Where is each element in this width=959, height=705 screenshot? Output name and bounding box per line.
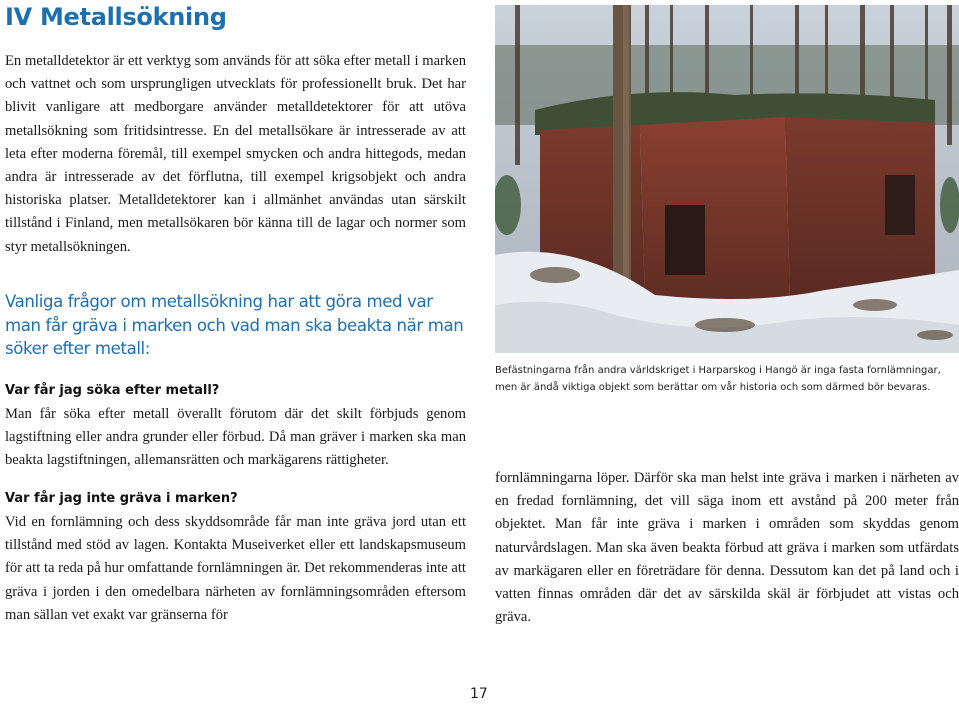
answer-paragraph: Man får söka efter metall överallt förutom där det skilt förbjuds genom lagstiftning eller andra grunder eller förbud. Då man gräver i marken ska man beakta lagstiftningen, allemansrätten och markägarens rättigheter. bbox=[5, 406, 466, 469]
right-column-paragraph: fornlämningarna löper. Därför ska man helst inte gräva i marken i närheten av en fredad fornlämning, det vill säga inom ett avstånd på 200 meter från objektet. Man får inte gräva i marken i områden som skyddas genom naturvårdslagen. Man ska även beakta förbud att gräva i marken som utfärdats av markägaren eller en företrädare för denna. Dessutom kan det på land och i vatten finnas områden där det av särskilda skäl är förbjudet att vistas och gräva. bbox=[495, 470, 959, 626]
page-title: IV Metallsökning bbox=[5, 3, 227, 31]
bunker-photo-illustration bbox=[495, 5, 959, 353]
section-heading: Vanliga frågor om metallsökning har att göra med var man får gräva i marken och vad man ska beakta när man söker efter metall: bbox=[5, 292, 464, 358]
question-heading: Var får jag söka efter metall? bbox=[5, 383, 220, 398]
bunker-photo bbox=[495, 5, 959, 353]
question-heading: Var får jag inte gräva i marken? bbox=[5, 491, 238, 506]
photo-caption: Befästningarna från andra världskriget i Harparskog i Hangö är inga fasta fornlämningar, men är ändå viktiga objekt som berättar om vår historia och som därmed bör bevaras. bbox=[495, 365, 941, 393]
page-number: 17 bbox=[470, 686, 488, 702]
intro-paragraph: En metalldetektor är ett verktyg som används för att söka efter metall i marken och vattnet och som ursprungligen utvecklats för professionellt bruk. Det har blivit vanligare att medborgare använder metalldetektorer för att utöva metallsökning som fritidsintresse. En del metallsökare är intresserade av att leta efter moderna föremål, till exempel smycken och andra hittegods, medan andra är intresserade av det förflutna, till exempel krigsobjekt och andra historiska platser. Metalldetektorer kan i allmänhet användas utan särskilt tillstånd i Finland, men metallsökaren bör känna till de lagar och normer som styr metallsökningen. bbox=[5, 53, 466, 255]
answer-paragraph: Vid en fornlämning och dess skyddsområde får man inte gräva jord utan ett tillstånd med stöd av lagen. Kontakta Museiverket eller ett landskapsmuseum för att ta reda på hur omfattande fornlämningen är. Det rekommenderas inte att gräva i jorden i den omedelbara närheten av fornlämningsområden eftersom man sällan vet exakt var gränserna för bbox=[5, 514, 466, 623]
